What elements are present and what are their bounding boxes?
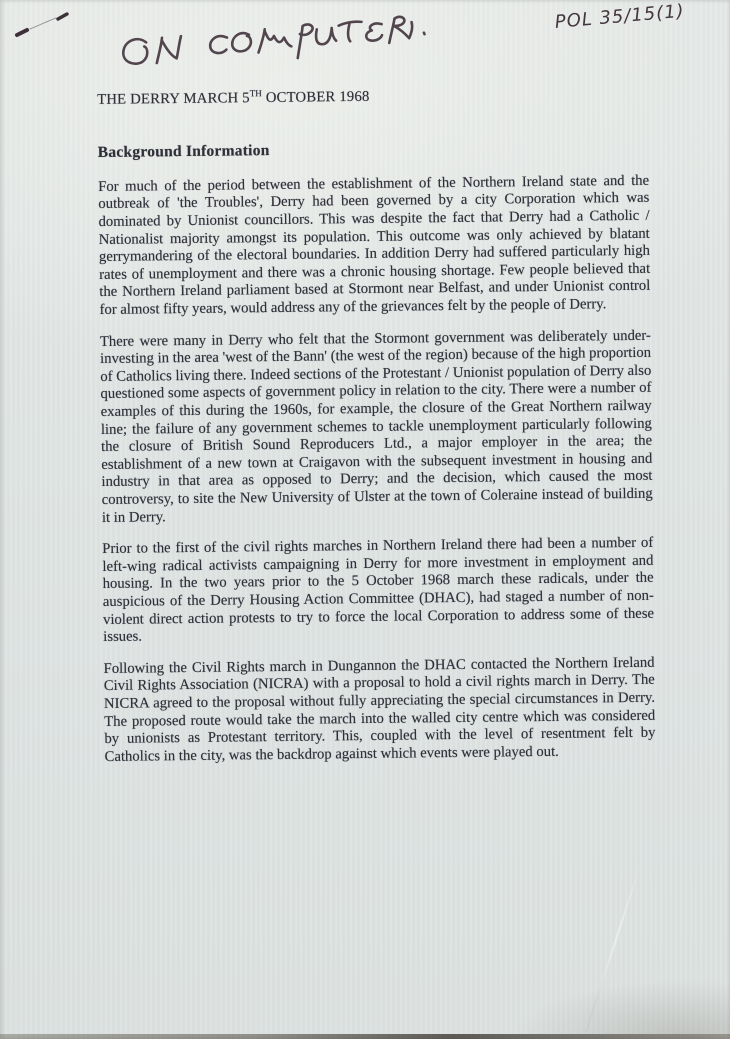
paragraph-3: Prior to the first of the civil rights marches in Northern Ireland there had been a number of left-wing radical activists campaigning in Derry for more investment in employment and housing. In the two years prior to the 5 October 1968 march these radicals, under the auspicious of the Derry Housing Action Committee (DHAC), had staged a number of non-violent direct action protests to try to force the local Corporation to address some of these issues.: [102, 534, 655, 646]
paragraph-4: Following the Civil Rights march in Dungannon the DHAC contacted the Northern Ireland Civil Rights Association (NICRA) with a proposal to hold a civil rights march in Derry. The NICRA agreed to the proposal without fully appreciating the special circumstances in Derry. The proposed route would take the march into the walled city centre which was considered by unionists as Protestant territory. This, coupled with the level of resentment felt by Catholics in the city, was the backdrop against which events were played out.: [103, 654, 656, 765]
handwriting-on-computer: [113, 0, 431, 77]
title-suffix: OCTOBER 1968: [261, 88, 370, 107]
title-prefix: THE DERRY MARCH 5: [97, 90, 250, 108]
archive-reference: POL 35/15(1): [554, 0, 686, 33]
handwritten-note: [113, 0, 431, 77]
paragraph-1: For much of the period between the establishment of the Northern Ireland state and the outbreak of 'the Troubles', Derry had been governed by a city Corporation which was dominated by Unionist councillors. This was despite the fact that Derry had a Catholic / Nationalist majority amongst its population. This outcome was only achieved by blatant gerrymandering of the electoral boundaries. In addition Derry had suffered particularly high rates of unemployment and there was a chronic housing shortage. Few people believed that the Northern Ireland parliament based at Stormont near Belfast, and under Unionist control for almost fifty years, would address any of the grievances felt by the people of Derry.: [98, 172, 651, 319]
section-heading: Background Information: [97, 141, 270, 161]
document-body: [97, 80, 656, 781]
document-title: [97, 80, 648, 109]
paragraph-2: There were many in Derry who felt that the Stormont government was deliberately under-investing in the area 'west of the Bann' (the west of the region) because of the high proportion of Catholics living there. Indeed sections of the Protestant / Unionist population of Derry also questioned some aspects of government policy in relation to the city. There were a number of examples of this during the 1960s, for example, the closure of the Great Northern railway line; the failure of any government schemes to tackle unemployment particularly following the closure of British Sound Reproducers Ltd., a major employer in the area; the establishment of a new town at Craigavon with the subsequent investment in housing and industry in that area as opposed to Derry; and the decision, which caused the most controversy, to site the New University of Ulster at the town of Coleraine instead of building it in Derry.: [99, 327, 653, 526]
page-bottom-shadow: [0, 1034, 730, 1039]
title-ordinal-superscript: TH: [249, 88, 262, 99]
pen-tick-mark-icon: [6, 6, 76, 48]
corner-shadow: [510, 979, 730, 1039]
